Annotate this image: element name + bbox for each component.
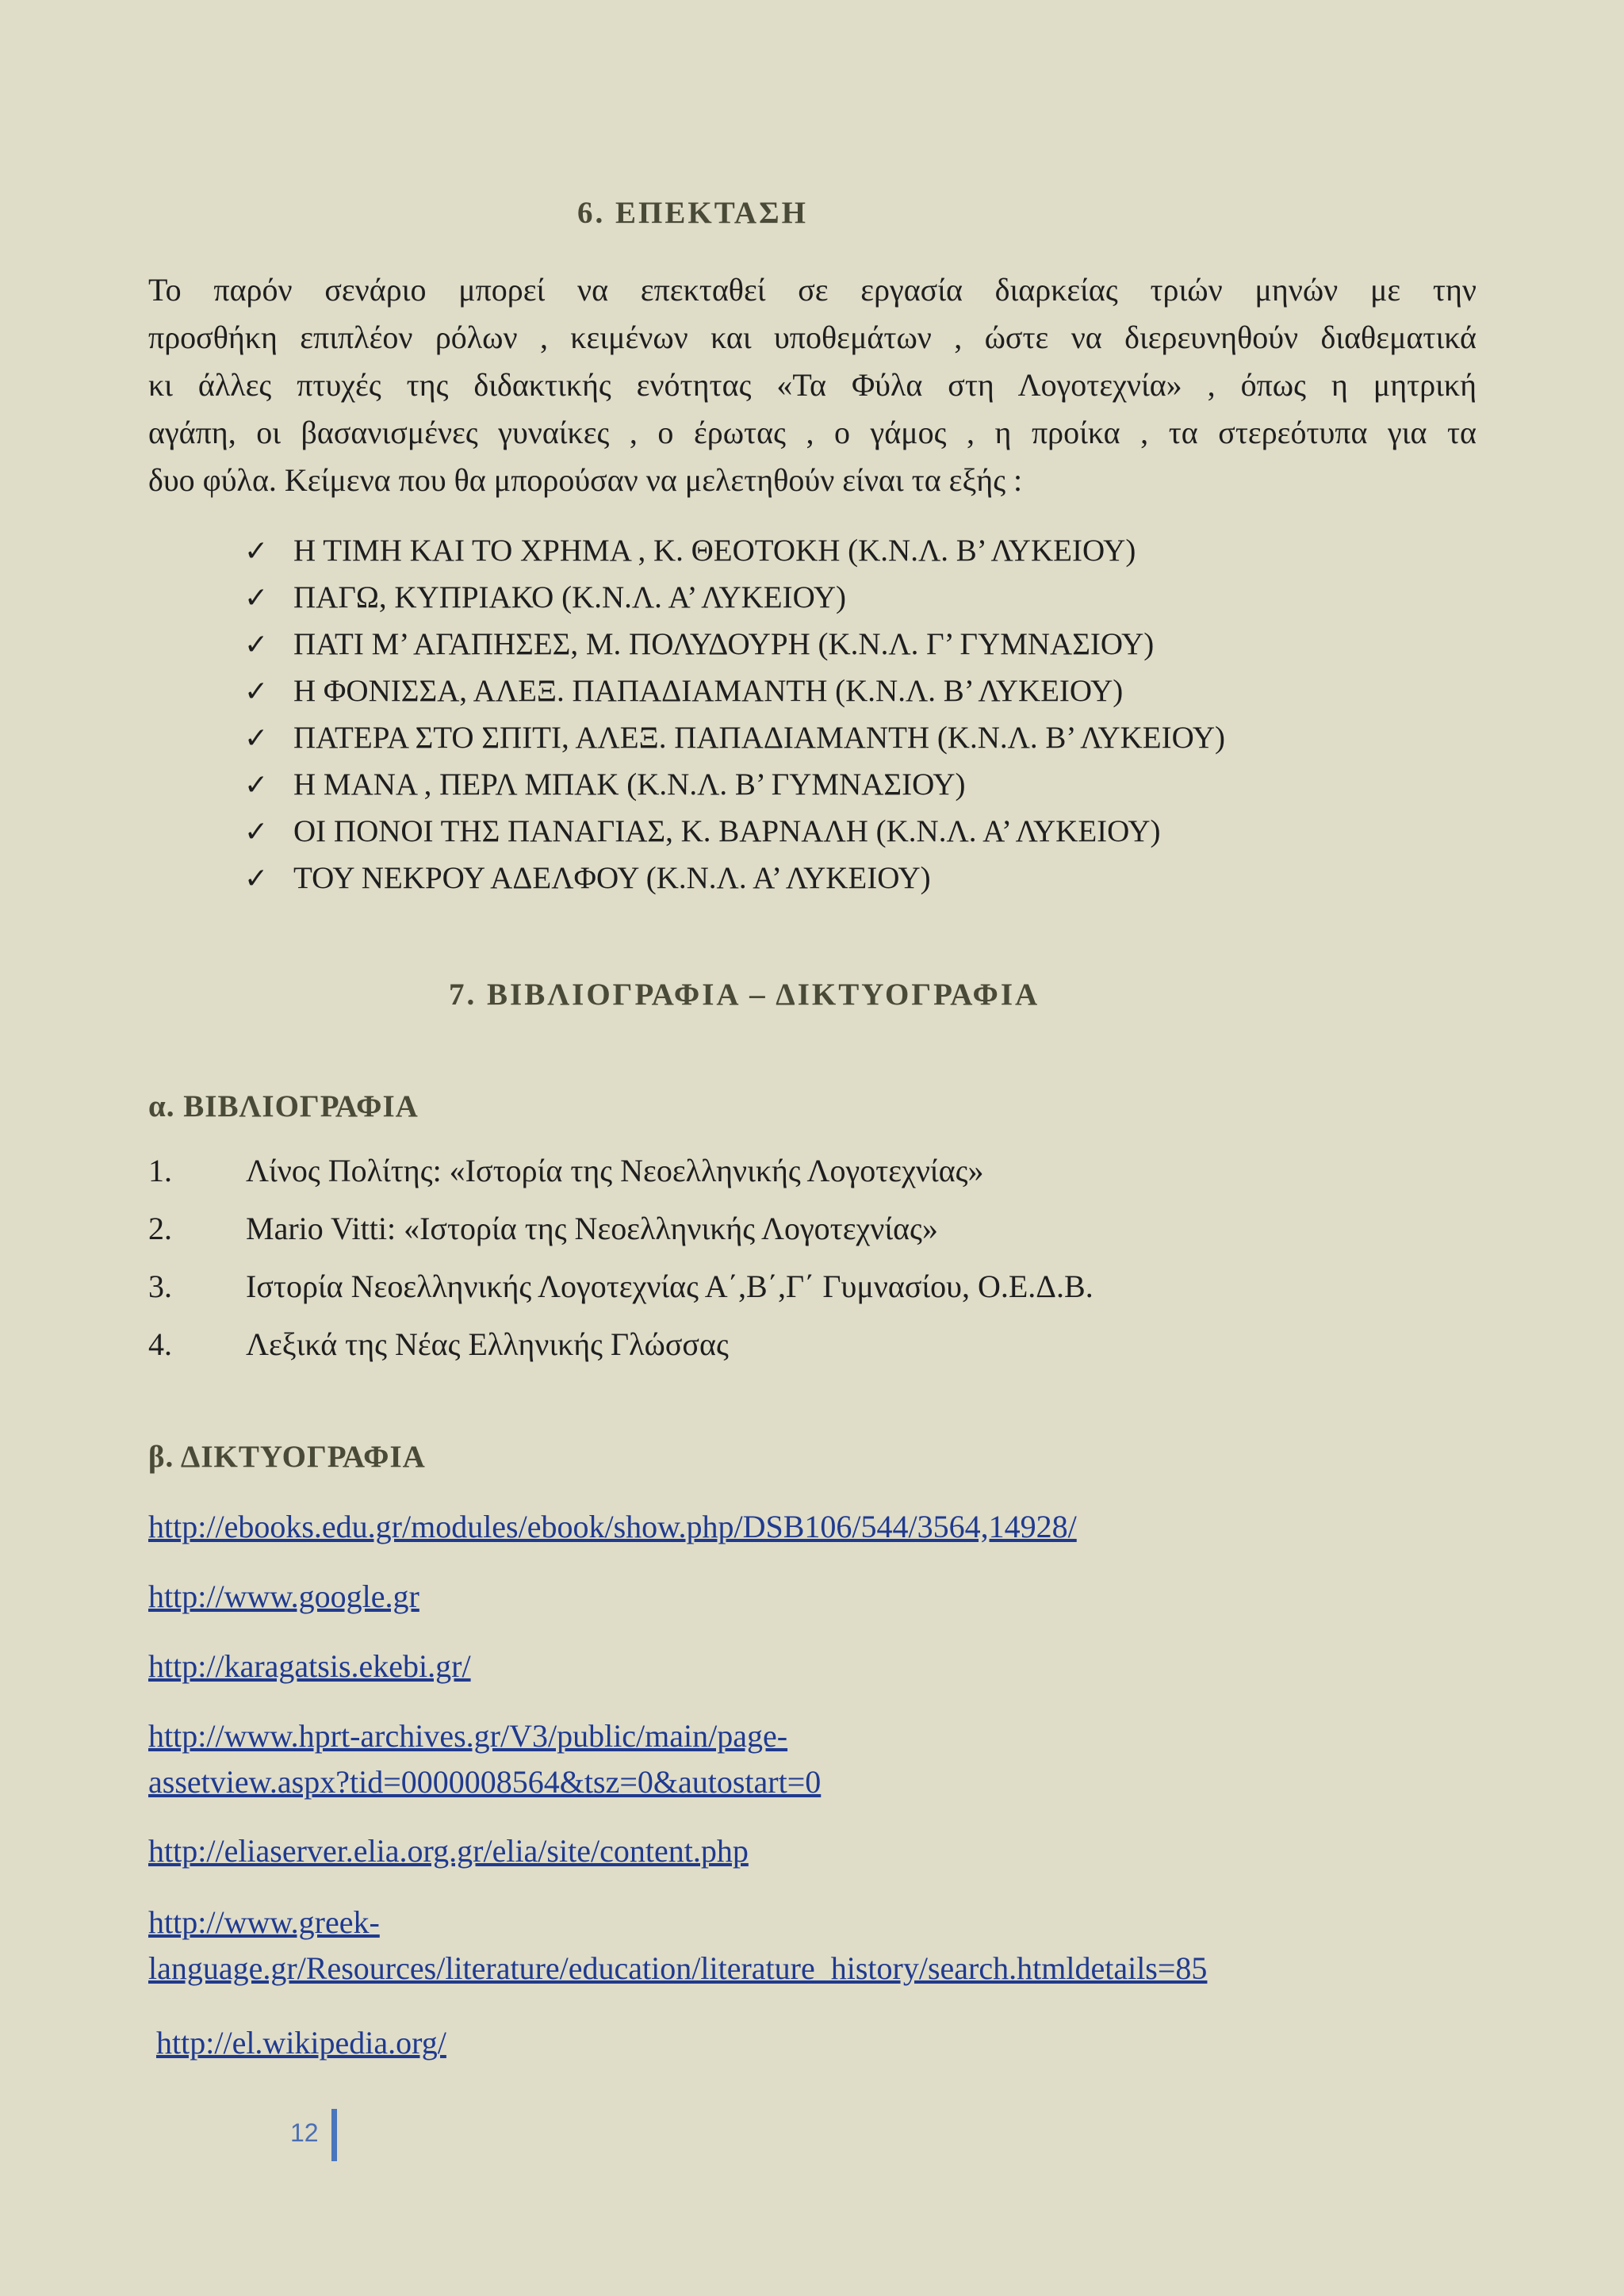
checklist-item: ✓ ΤΟΥ ΝΕΚΡΟΥ ΑΔΕΛΦΟΥ (Κ.Ν.Λ. Α’ ΛΥΚΕΙΟΥ) — [244, 855, 1225, 901]
link-greek-language[interactable]: http://www.greek- language.gr/Resources/literature/education/literature_history/search.htmldetails=85 — [148, 1904, 1208, 1986]
page-number: 12 — [290, 2118, 319, 2147]
checklist-item: ✓ Η ΜΑΝΑ , ΠΕΡΛ ΜΠΑΚ (Κ.Ν.Λ. Β’ ΓΥΜΝΑΣΙΟΥ) — [244, 761, 1225, 808]
link-eliaserver[interactable]: http://eliaserver.elia.org.gr/elia/site/content.php — [148, 1833, 749, 1869]
extension-paragraph — [148, 266, 1477, 504]
paragraph-line: αγάπη, οι βασανισμένες γυναίκες , ο έρωτας , ο γάμος , η προίκα , τα στερεότυπα για τα — [148, 415, 1477, 450]
checklist-item: ✓ ΟΙ ΠΟΝΟΙ ΤΗΣ ΠΑΝΑΓΙΑΣ, Κ. ΒΑΡΝΑΛΗ (Κ.Ν.Λ. Α’ ΛΥΚΕΙΟΥ) — [244, 808, 1225, 855]
link-wikipedia[interactable]: http://el.wikipedia.org/ — [156, 2025, 446, 2061]
checklist-item: ✓ ΠΑΤΕΡΑ ΣΤΟ ΣΠΙΤΙ, ΑΛΕΞ. ΠΑΠΑΔΙΑΜΑΝΤΗ (Κ.Ν.Λ. Β’ ΛΥΚΕΙΟΥ) — [244, 714, 1225, 761]
list-item: 2. Mario Vitti: «Ιστορία της Νεοελληνικής Λογοτεχνίας» — [148, 1211, 938, 1246]
checklist-item: ✓ Η ΦΟΝΙΣΣΑ, ΑΛΕΞ. ΠΑΠΑΔΙΑΜΑΝΤΗ (Κ.Ν.Λ. Β’ ΛΥΚΕΙΟΥ) — [244, 668, 1225, 714]
link-karagatsis[interactable]: http://karagatsis.ekebi.gr/ — [148, 1648, 471, 1684]
subheading-bibliography: α. ΒΙΒΛΙΟΓΡΑΦΙΑ — [148, 1089, 419, 1123]
link-ebooks[interactable]: http://ebooks.edu.gr/modules/ebook/show.php/DSB106/544/3564,14928/ — [148, 1509, 1077, 1544]
section-heading-extension: 6. ΕΠΕΚΤΑΣΗ — [577, 196, 808, 230]
checklist-item: ✓ ΠΑΤΙ Μ’ ΑΓΑΠΗΣΕΣ, Μ. ΠΟΛΥΔΟΥΡΗ (Κ.Ν.Λ. Γ’ ΓΥΜΝΑΣΙΟΥ) — [244, 621, 1225, 668]
check-icon: ✓ — [244, 816, 269, 848]
texts-checklist — [244, 527, 1225, 901]
check-icon: ✓ — [244, 629, 269, 661]
paragraph-line: κι άλλες πτυχές της διδακτικής ενότητας «Τα Φύλα στη Λογοτεχνία» , όπως η μητρική — [148, 367, 1477, 403]
check-icon: ✓ — [244, 535, 269, 568]
check-icon: ✓ — [244, 675, 269, 708]
link-google[interactable]: http://www.google.gr — [148, 1578, 419, 1614]
checklist-item: ✓ Η ΤΙΜΗ ΚΑΙ ΤΟ ΧΡΗΜΑ , Κ. ΘΕΟΤΟΚΗ (Κ.Ν.Λ. Β’ ΛΥΚΕΙΟΥ) — [244, 527, 1225, 574]
check-icon: ✓ — [244, 769, 269, 802]
page-number-bar — [331, 2109, 337, 2161]
bibliography-list — [148, 1147, 1094, 1379]
paragraph-line: Το παρόν σενάριο μπορεί να επεκταθεί σε εργασία διαρκείας τριών μηνών με την — [148, 272, 1477, 308]
paragraph-line: προσθήκη επιπλέον ρόλων , κειμένων και υποθεμάτων , ώστε να διερευνηθούν διαθεματικά — [148, 320, 1477, 355]
paragraph-line: δυο φύλα. Κείμενα που θα μπορούσαν να μελετηθούν είναι τα εξής : — [148, 462, 1023, 498]
link-hprt-archives[interactable]: http://www.hprt-archives.gr/V3/public/main/page- assetview.aspx?tid=0000008564&tsz=0&autostart=0 — [148, 1718, 822, 1800]
check-icon: ✓ — [244, 582, 269, 614]
check-icon: ✓ — [244, 863, 269, 895]
list-item: 1. Λίνος Πολίτης: «Ιστορία της Νεοελληνικής Λογοτεχνίας» — [148, 1153, 984, 1188]
checklist-item: ✓ ΠΑΓΩ, ΚΥΠΡΙΑΚΟ (Κ.Ν.Λ. Α’ ΛΥΚΕΙΟΥ) — [244, 574, 1225, 621]
list-item: 3. Ιστορία Νεοελληνικής Λογοτεχνίας Α΄,Β΄,Γ΄ Γυμνασίου, Ο.Ε.Δ.Β. — [148, 1269, 1094, 1304]
check-icon: ✓ — [244, 722, 269, 755]
list-item: 4. Λεξικά της Νέας Ελληνικής Γλώσσας — [148, 1326, 729, 1362]
subheading-webography: β. ΔΙΚΤΥΟΓΡΑΦΙΑ — [148, 1440, 426, 1474]
section-heading-bibliography: 7. ΒΙΒΛΙΟΓΡΑΦΙΑ – ΔΙΚΤΥΟΓΡΑΦΙΑ — [449, 978, 1040, 1012]
